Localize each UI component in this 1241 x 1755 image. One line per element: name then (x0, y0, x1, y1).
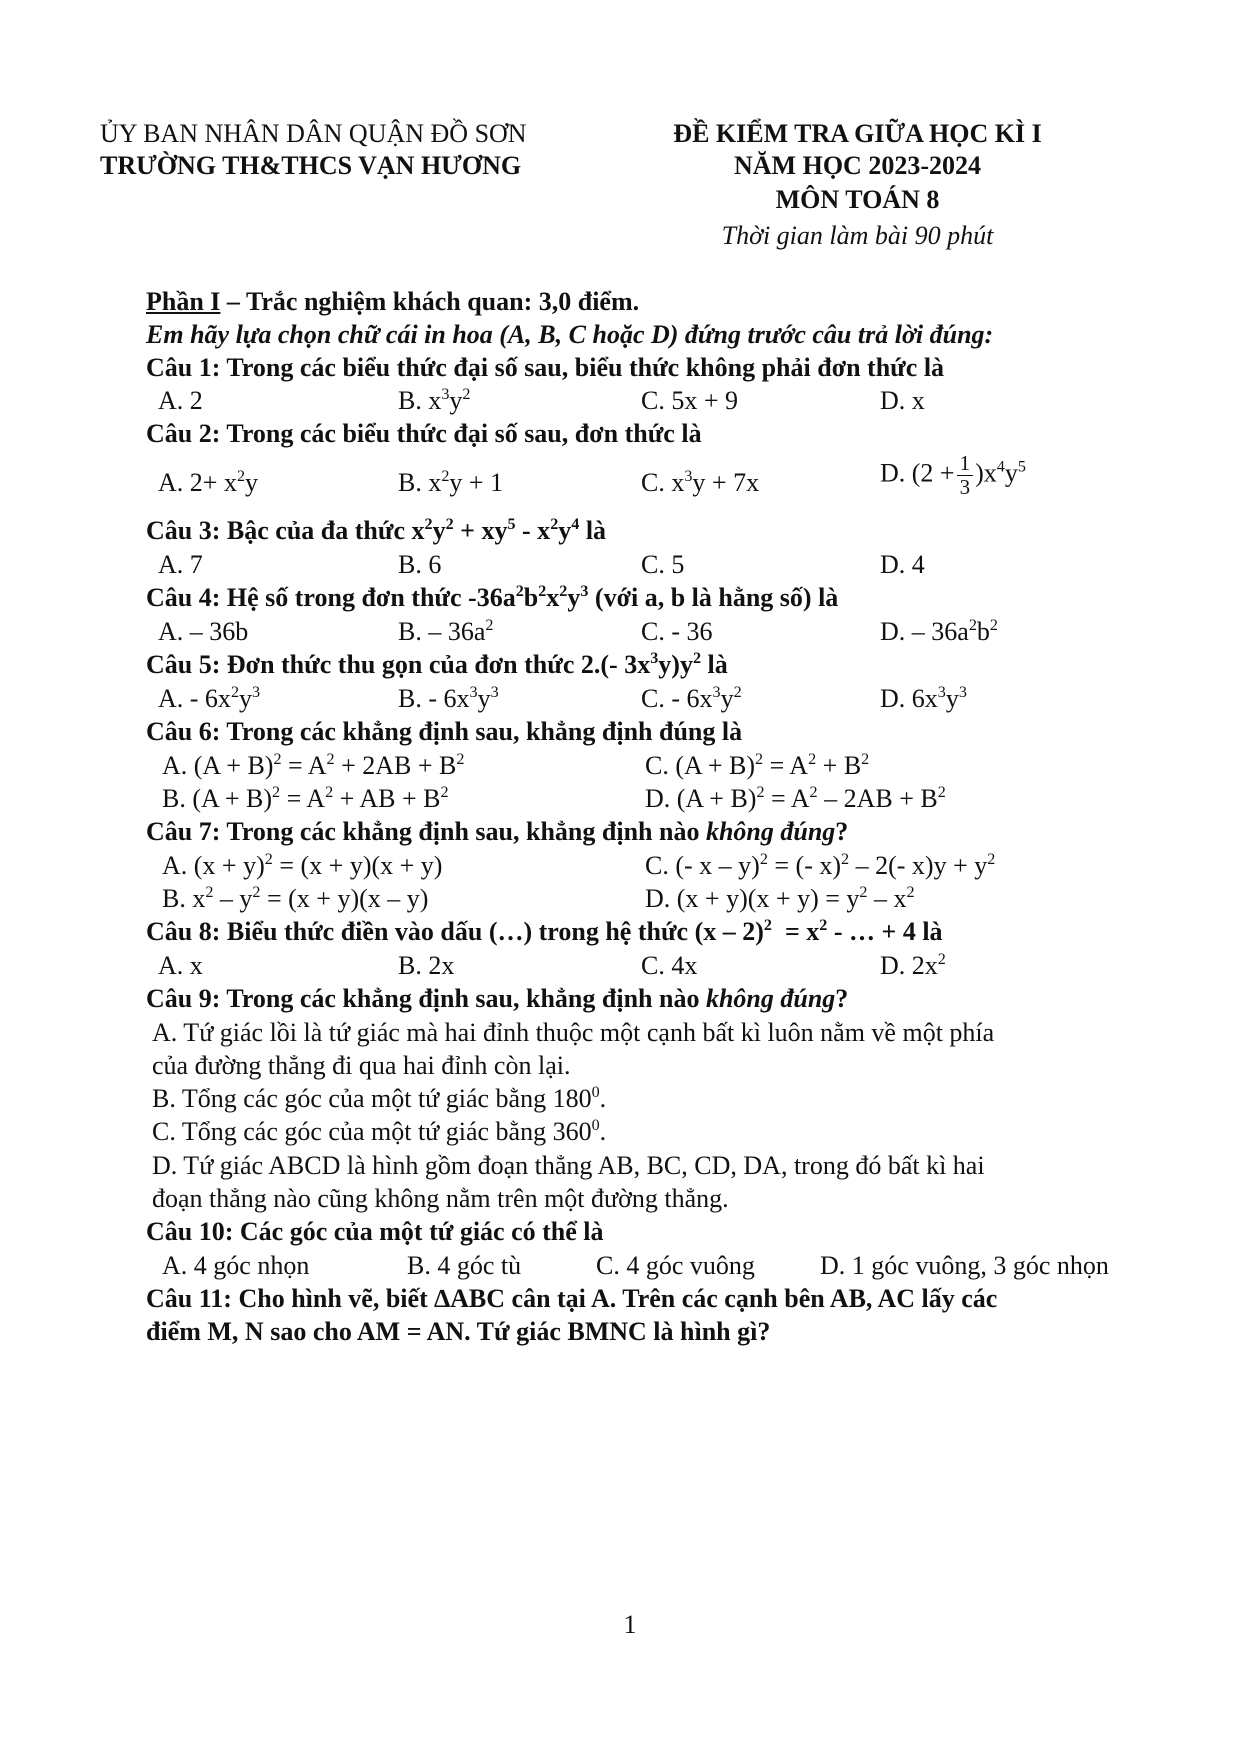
q4-option-a: A. – 36b (158, 617, 249, 646)
header-school: TRƯỜNG TH&THCS VẠN HƯƠNG (100, 151, 522, 180)
question-7: Câu 7: Trong các khẳng định sau, khẳng định nào không đúng? (146, 817, 849, 846)
part1-instruction: Em hãy lựa chọn chữ cái in hoa (A, B, C hoặc D) đứng trước câu trả lời đúng: (146, 320, 994, 349)
q2-option-b: B. $x^2y + 1$ (398, 468, 504, 497)
q6-option-a: A. $(A + B)^2 = A^2 + 2AB + B^2$ (162, 751, 465, 780)
q1-option-d: D. x (880, 386, 925, 415)
q8-option-a: A. x (158, 951, 203, 980)
q9-option-d-line1: D. Tứ giác ABCD là hình gồm đoạn thẳng AB, BC, CD, DA, trong đó bất kì hai (152, 1151, 985, 1180)
q10-option-b: B. 4 góc tù (407, 1251, 522, 1280)
part1-label: Phần I (146, 287, 221, 316)
question-5: Câu 5: Đơn thức thu gọn của đơn thức 2.(- $3x^3y)y^2$ là (146, 650, 728, 679)
q9-option-d-line2: đoạn thẳng nào cũng không nằm trên một đường thẳng. (152, 1184, 729, 1213)
q1-option-a: A. 2 (158, 386, 203, 415)
q9-option-a-line1: A. Tứ giác lồi là tứ giác mà hai đỉnh thuộc một cạnh bất kì luôn nằm về một phía (152, 1018, 995, 1047)
question-11-line1: Câu 11: Cho hình vẽ, biết ∆ABC cân tại A. Trên các cạnh bên AB, AC lấy các (146, 1284, 998, 1313)
subject: MÔN TOÁN 8 (775, 185, 940, 214)
header-authority: ỦY BAN NHÂN DÂN QUẬN ĐỒ SƠN (100, 119, 527, 148)
q2-option-c: C. $x^3y + 7x$ (641, 468, 760, 497)
q6-option-d: D. $(A + B)^2 = A^2 - 2AB + B^2$ (645, 784, 946, 813)
fraction-one-third: $\frac{1}{3}$ (957, 452, 974, 499)
school-year: NĂM HỌC 2023-2024 (734, 151, 981, 180)
q5-option-b: B. - $6x^3y^3$ (398, 684, 499, 713)
q6-option-c: C. $(A + B)^2 = A^2 + B^2$ (645, 751, 870, 780)
q6-option-b: B. $(A + B)^2 = A^2$ + AB + $B^2$ (162, 784, 449, 813)
q4-option-d: D. – $36a^2b^2$ (880, 617, 998, 646)
part1-heading (146, 287, 639, 317)
duration: Thời gian làm bài 90 phút (721, 221, 994, 250)
q3-option-b: B. 6 (398, 550, 442, 579)
question-6: Câu 6: Trong các khẳng định sau, khẳng định đúng là (146, 717, 743, 746)
q3-option-c: C. 5 (641, 550, 685, 579)
question-4: Câu 4: Hệ số trong đơn thức $-36a^2b^2x^2y^3$ (với a, b là hằng số) là (146, 583, 839, 612)
q10-option-d: D. 1 góc vuông, 3 góc nhọn (820, 1251, 1109, 1280)
q3-option-a: A. 7 (158, 550, 203, 579)
q4-option-c: C. - 36 (641, 617, 713, 646)
q7-option-d: D. $(x + y)(x + y) = y^2 - x^2$ (645, 884, 915, 913)
question-8: Câu 8: Biểu thức điền vào dấu (…) trong hệ thức $(x - 2)^2 = x^2$ - … + 4 là (146, 917, 943, 946)
page-number: 1 (623, 1610, 637, 1639)
question-2: Câu 2: Trong các biểu thức đại số sau, đơn thức là (146, 419, 702, 448)
q5-option-d: D. $6x^3y^3$ (880, 684, 967, 713)
part1-title: – Trắc nghiệm khách quan: 3,0 điểm. (220, 287, 640, 316)
q9-option-b: B. Tổng các góc của một tứ giác bằng $180^0$. (152, 1084, 607, 1113)
q7-option-b: B. $x^2 - y^2 = (x + y)(x - y)$ (162, 884, 429, 913)
q3-option-d: D. 4 (880, 550, 925, 579)
q4-option-b: B. – $36a^2$ (398, 617, 494, 646)
q10-option-a: A. 4 góc nhọn (162, 1251, 310, 1280)
q1-option-b: B. $x^3y^2$ (398, 386, 471, 415)
question-11-line2: điểm M, N sao cho AM = AN. Tứ giác BMNC là hình gì? (146, 1317, 771, 1346)
q5-option-c: C. - $6x^3y^2$ (641, 684, 742, 713)
q7-option-a: A. $(x + y)^2 = (x + y)(x + y)$ (162, 851, 443, 880)
q1-option-c: C. 5x + 9 (641, 386, 739, 415)
q8-option-b: B. 2x (398, 951, 455, 980)
q2-option-a: A. $2+ x^2y$ (158, 468, 259, 497)
question-3: Câu 3: Bậc của đa thức $x^2y^2 + xy^5 - x^2y^4$ là (146, 516, 607, 545)
q5-option-a: A. - $6x^2y^3$ (158, 684, 261, 713)
question-1: Câu 1: Trong các biểu thức đại số sau, biểu thức không phải đơn thức là (146, 353, 945, 382)
q8-option-d: D. $2x^2$ (880, 951, 946, 980)
question-9: Câu 9: Trong các khẳng định sau, khẳng định nào không đúng? (146, 984, 849, 1013)
q7-option-c: C. (- x – y)$^2$ = (- x)$^2$ – 2(- $x)y + y^2$ (645, 851, 996, 880)
question-10: Câu 10: Các góc của một tứ giác có thể là (146, 1217, 604, 1246)
q2-option-d: D. (2 + $\frac{1}{3}$ )$x^4y^5$ (880, 451, 1026, 499)
q9-option-a-line2: của đường thẳng đi qua hai đỉnh còn lại. (152, 1051, 571, 1080)
q9-option-c: C. Tổng các góc của một tứ giác bằng $360^0$. (152, 1117, 607, 1146)
exam-title: ĐỀ KIỂM TRA GIỮA HỌC KÌ I (673, 119, 1042, 148)
q8-option-c: C. 4x (641, 951, 698, 980)
q10-option-c: C. 4 góc vuông (596, 1251, 755, 1280)
